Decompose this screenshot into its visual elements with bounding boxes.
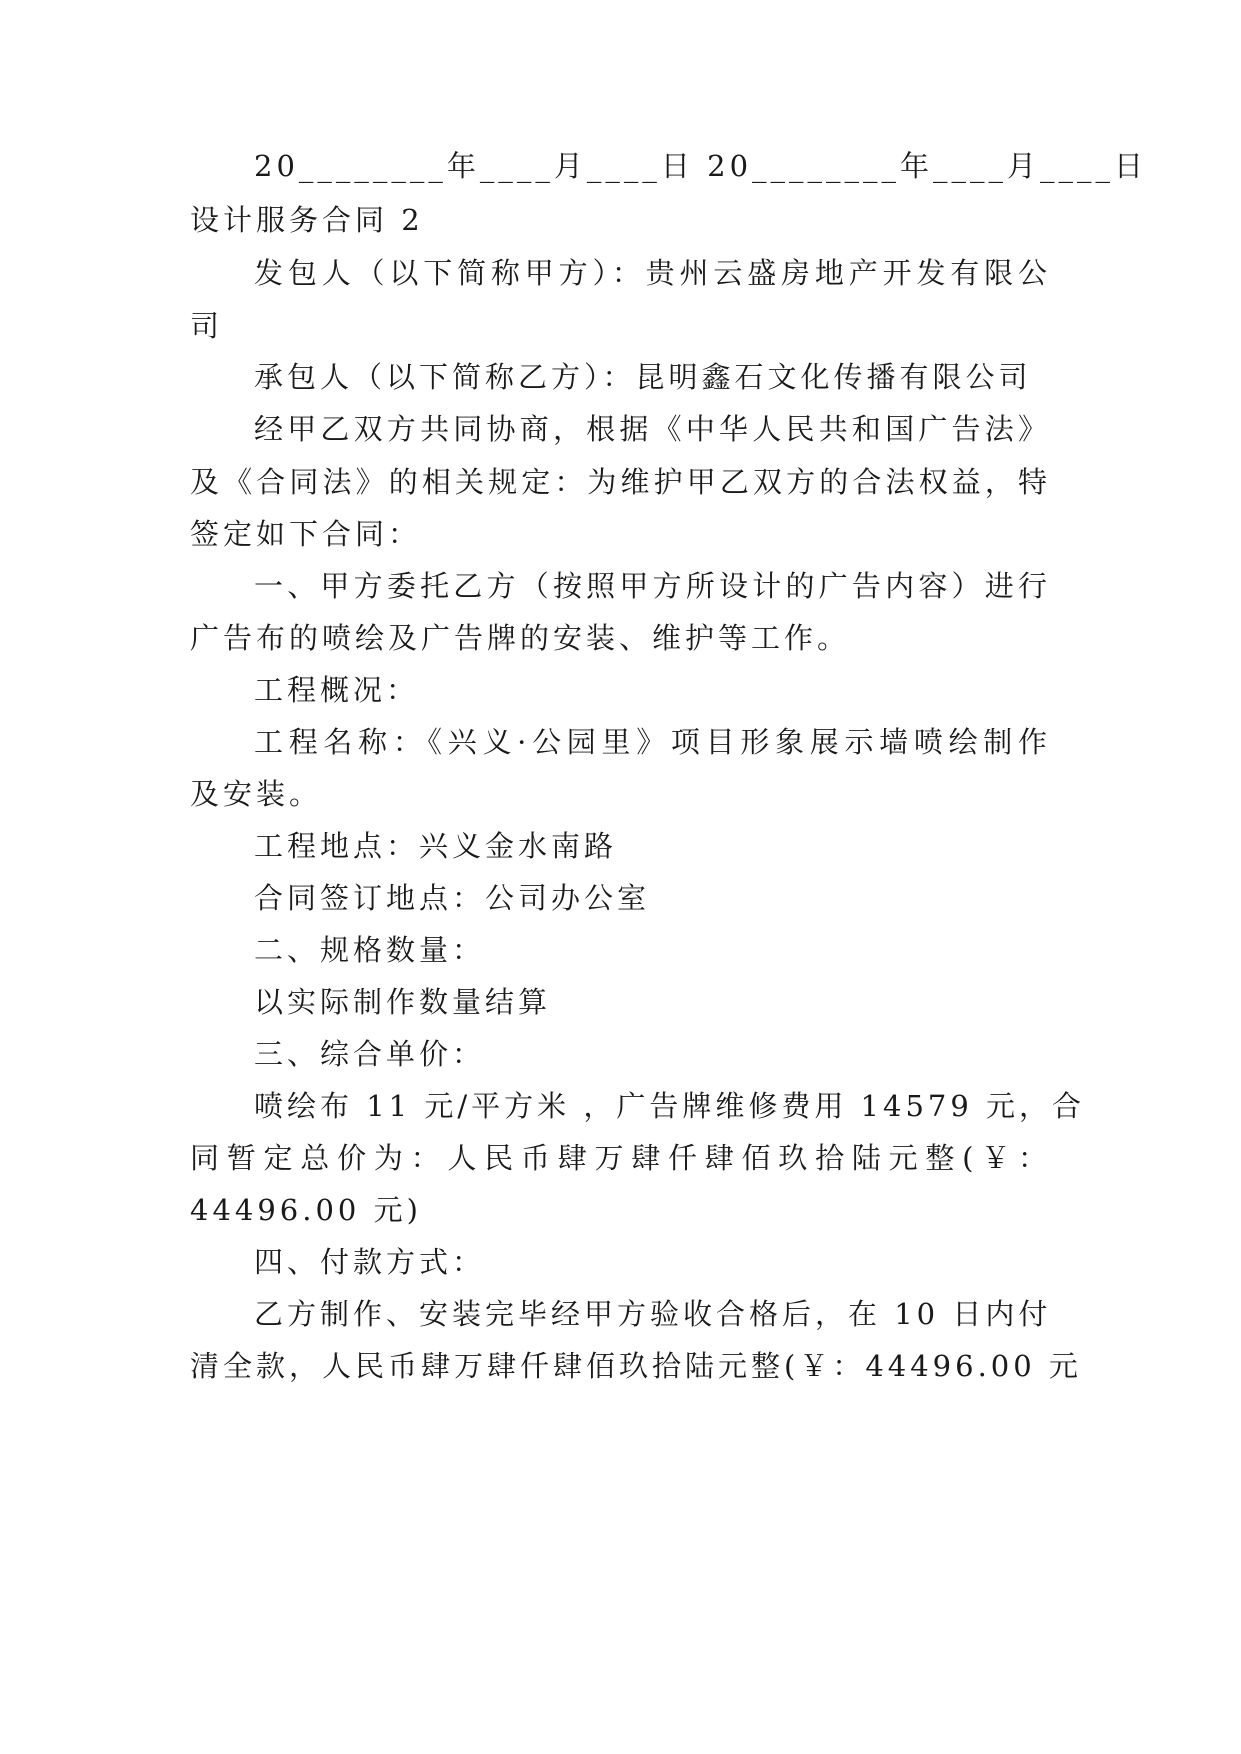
signing-location: 合同签订地点：公司办公室: [254, 881, 651, 915]
project-location: 工程地点：兴义金水南路: [254, 829, 618, 863]
intro-line-2: 及《合同法》的相关规定：为维护甲乙双方的合法权益，特: [190, 465, 1051, 499]
payment-line-1: 乙方制作、安装完毕经甲方验收合格后，在 10 日内付: [254, 1297, 1052, 1331]
party-a-line-1: 发包人（以下简称甲方）：贵州云盛房地产开发有限公: [254, 256, 1051, 290]
date-line: 20________年____月____日 20________年____月____日: [254, 149, 1148, 183]
project-name-line-1: 工程名称：《兴义·公园里》项目形象展示墙喷绘制作: [254, 725, 1051, 759]
project-name-line-2: 及安装。: [190, 777, 323, 811]
overview-heading: 工程概况：: [254, 673, 420, 707]
party-b-line: 承包人（以下简称乙方）：昆明鑫石文化传播有限公司: [254, 360, 1032, 394]
price-line-2: 同暂定总价为：人民币肆万肆仟肆佰玖拾陆元整(￥：: [190, 1141, 1051, 1175]
document-title: 设计服务合同 2: [190, 203, 424, 237]
party-a-line-2: 司: [190, 309, 224, 343]
intro-line-1: 经甲乙双方共同协商，根据《中华人民共和国广告法》: [254, 412, 1051, 446]
price-line-3: 44496.00 元): [190, 1193, 422, 1227]
payment-line-2: 清全款，人民币肆万肆仟肆佰玖拾陆元整(￥：44496.00 元: [190, 1349, 1082, 1383]
intro-line-3: 签定如下合同：: [190, 517, 422, 551]
price-line-1: 喷绘布 11 元/平方米 ，广告牌维修费用 14579 元，合: [254, 1089, 1086, 1123]
clause-3-heading: 三、综合单价：: [254, 1037, 486, 1071]
clause-4-heading: 四、付款方式：: [254, 1245, 486, 1279]
clause-1-line-1: 一、甲方委托乙方（按照甲方所设计的广告内容）进行: [254, 569, 1051, 603]
clause-1-line-2: 广告布的喷绘及广告牌的安装、维护等工作。: [190, 621, 851, 655]
clause-2-heading: 二、规格数量：: [254, 933, 486, 967]
clause-2-text: 以实际制作数量结算: [254, 985, 552, 1019]
